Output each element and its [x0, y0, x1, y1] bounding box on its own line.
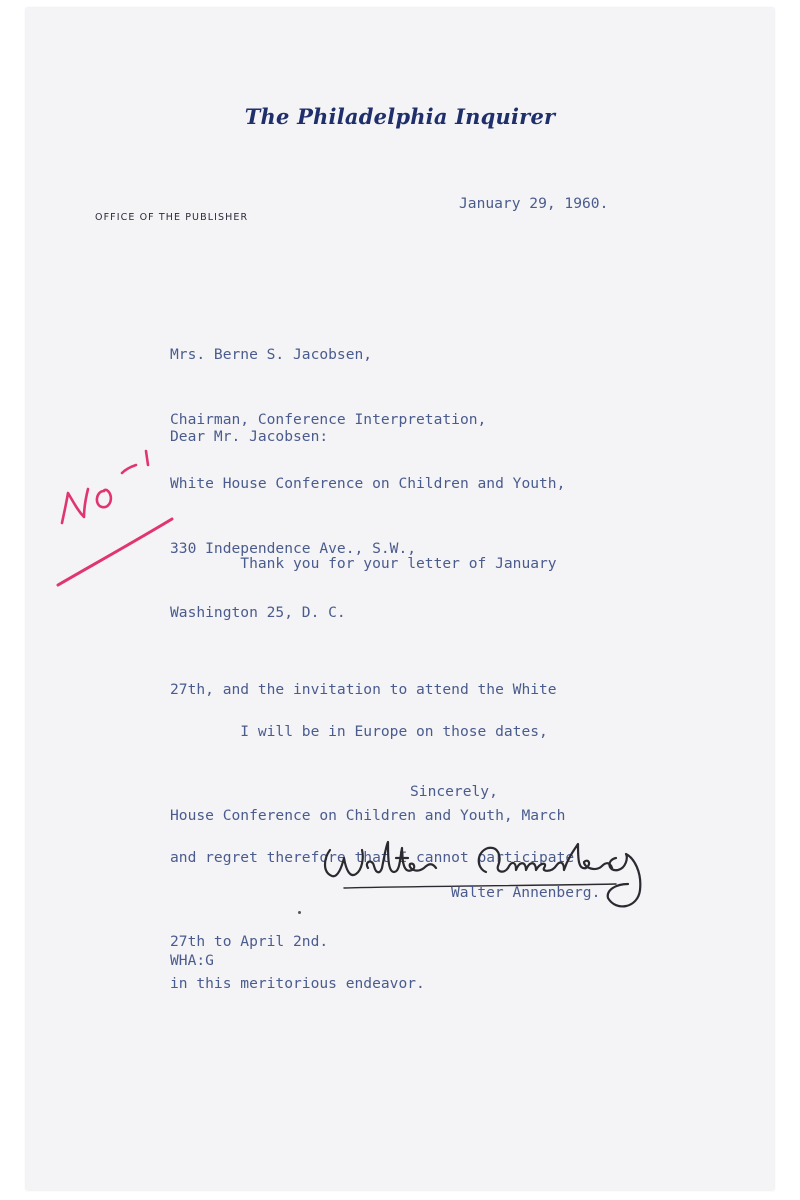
address-line: White House Conference on Children and Youth,	[170, 475, 566, 492]
paragraph-line: and regret therefore that I cannot participate	[170, 849, 575, 866]
address-line: Chairman, Conference Interpretation,	[170, 410, 487, 428]
ink-speck	[298, 911, 301, 914]
letter-date: January 29, 1960.	[459, 195, 609, 212]
paragraph-line: 27th to April 2nd.	[170, 933, 329, 950]
paragraph-line: 27th, and the invitation to attend the White	[170, 681, 557, 698]
address-line: Washington 25, D. C.	[170, 604, 346, 621]
handwritten-signature	[316, 828, 676, 923]
handwritten-no-annotation	[46, 443, 186, 593]
address-line: Mrs. Berne S. Jacobsen,	[170, 346, 373, 363]
paragraph-line: House Conference on Children and Youth, March	[170, 807, 566, 824]
reference-initials: WHA:G	[170, 952, 214, 969]
paragraph-line: in this meritorious endeavor.	[170, 975, 425, 992]
closing: Sincerely,	[410, 783, 498, 800]
letterhead-masthead: The Philadelphia Inquirer	[244, 104, 556, 129]
letter-sheet	[26, 8, 774, 1190]
paragraph-line: Thank you for your letter of January	[170, 555, 557, 572]
letterhead-office: OFFICE OF THE PUBLISHER	[95, 212, 249, 223]
paragraph-line: I will be in Europe on those dates,	[170, 723, 548, 740]
typed-signature-name: Walter Annenberg.	[451, 884, 601, 901]
salutation: Dear Mr. Jacobsen:	[170, 428, 329, 445]
address-line: 330 Independence Ave., S.W.,	[170, 539, 417, 557]
